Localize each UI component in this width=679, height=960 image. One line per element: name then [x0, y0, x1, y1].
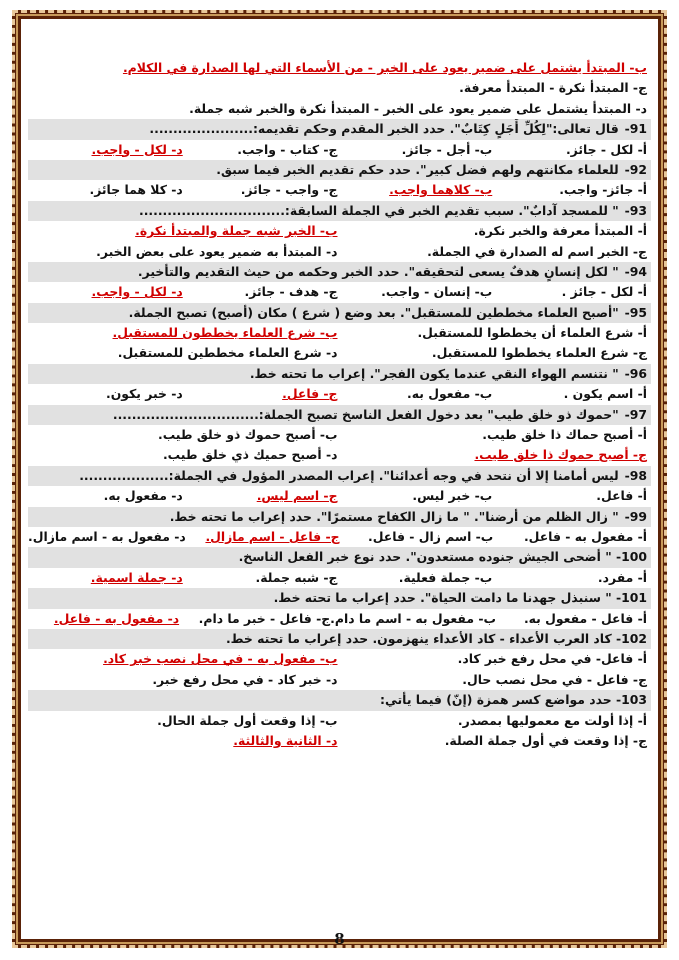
- answer-option: د- خبر يكون.: [106, 386, 183, 402]
- answer-option-line: [28, 58, 651, 78]
- question-row: [28, 405, 651, 425]
- answer-option: ب- إذا وقعت أول جملة الحال.: [157, 712, 338, 728]
- answer-option: د- لكل - واجب.: [91, 284, 183, 300]
- options-row: [28, 282, 651, 302]
- answer-option: ج- فاعل - في محل نصب حال.: [462, 671, 647, 687]
- answer-option: ب- شرع العلماء يخططون للمستقبل.: [112, 325, 338, 341]
- answer-option: ب- مفعول به.: [407, 386, 493, 402]
- question-number: 97-: [624, 406, 647, 422]
- answer-option: د- الثانية والثالثة.: [233, 732, 338, 748]
- question-text: ليس أمامنا إلا أن نتحد في وجه أعدائنا". إعراب المصدر المؤول في الجملة:...................: [79, 467, 623, 483]
- answer-option: ب- مفعول به - في محل نصب خبر كاد.: [103, 651, 338, 667]
- question-row: [28, 262, 651, 282]
- question-number: 94-: [624, 263, 647, 279]
- answer-option-line: [28, 78, 651, 98]
- answer-option: ج- هدف - جائز.: [244, 284, 338, 300]
- answer-option: د- خبر كاد - في محل رفع خبر.: [152, 671, 338, 687]
- answer-option: أ- لكل - جائز .: [561, 284, 647, 300]
- options-row: [28, 649, 651, 669]
- question-text: للعلماء مكانتهم ولهم فضل كبير". حدد حكم تقديم الخبر فيما سبق.: [216, 161, 623, 177]
- options-row: [28, 323, 651, 343]
- question-text: " زال الظلم من أرضنا". " ما زال الكفاح مستمرًا". حدد إعراب ما تحته خط.: [169, 508, 623, 524]
- options-row: [28, 731, 651, 751]
- answer-option: ج- اسم ليس.: [256, 488, 338, 504]
- question-number: 92-: [624, 161, 647, 177]
- question-row: [28, 466, 651, 486]
- options-row: [28, 343, 651, 363]
- answer-option: د- شرع العلماء مخططين للمستقبل.: [117, 345, 338, 361]
- answer-option: ج- شبه جملة.: [255, 569, 338, 585]
- answer-option: د- جملة اسمية.: [90, 569, 183, 585]
- question-text: "أصبح العلماء مخططين للمستقبل". بعد وضع ( شرع ) مكان (أصبح) تصبح الجملة.: [128, 304, 623, 320]
- options-row: [28, 425, 651, 445]
- worksheet-content: [28, 58, 651, 751]
- answer-option: د- المبتدأ يشتمل على ضمير يعود على الخبر - المبتدأ نكرة والخبر شبه جملة.: [189, 100, 647, 116]
- answer-option: ب- جملة فعلية.: [398, 569, 493, 585]
- question-row: [28, 119, 651, 139]
- answer-option: ج- فاعل - اسم مازال.: [205, 528, 340, 544]
- options-row: [28, 609, 651, 629]
- answer-option: د- مفعول به - فاعل.: [53, 610, 180, 626]
- answer-option: د- لكل - واجب.: [91, 141, 183, 157]
- question-number: 91-: [624, 121, 647, 137]
- question-number: 96-: [624, 365, 647, 381]
- answer-option: أ- مفرد.: [597, 569, 647, 585]
- answer-option: أ- المبتدأ معرفة والخبر نكرة.: [473, 223, 647, 239]
- question-row: [28, 588, 651, 608]
- question-row: [28, 547, 651, 567]
- options-row: [28, 384, 651, 404]
- question-row: [28, 507, 651, 527]
- answer-option: أ- فاعل - مفعول به.: [523, 610, 647, 626]
- answer-option: أ- شرع العلماء أن يخططوا للمستقبل.: [417, 325, 647, 341]
- answer-option: ج- إذا وقعت في أول جملة الصلة.: [444, 732, 647, 748]
- answer-option: د- كلا هما جائز.: [89, 182, 183, 198]
- page-number: 8: [334, 930, 345, 948]
- answer-option: ب- أصبح حموك ذو خلق طيب.: [157, 427, 338, 443]
- answer-option: أ- فاعل- في محل رفع خبر كاد.: [457, 651, 647, 667]
- question-number: 101-: [615, 590, 647, 606]
- answer-option: أ- فاعل.: [596, 488, 647, 504]
- options-row: [28, 140, 651, 160]
- answer-option: ب- مفعول به - اسم ما دام.: [330, 610, 496, 626]
- answer-option: أ- مفعول به - فاعل.: [523, 528, 647, 544]
- answer-option-line: [28, 99, 651, 119]
- answer-option: ج- شرع العلماء يخططوا للمستقبل.: [431, 345, 647, 361]
- question-number: 95-: [624, 304, 647, 320]
- options-row: [28, 568, 651, 588]
- question-text: " سنبذل جهدنا ما دامت الحياة". حدد إعراب ما تحته خط.: [273, 590, 616, 606]
- answer-option: ج- فاعل.: [282, 386, 338, 402]
- answer-option: ب- كلاهما واجب.: [389, 182, 493, 198]
- answer-option: د- مفعول به.: [103, 488, 183, 504]
- answer-option: أ- جائز- واجب.: [559, 182, 647, 198]
- answer-option: ج- المبتدأ نكرة - المبتدأ معرفة.: [459, 80, 647, 96]
- question-row: [28, 629, 651, 649]
- question-text: حدد مواضع كسر همزة (إنّ) فيما يأتي:: [380, 692, 616, 708]
- answer-option: د- المبتدأ به ضمير يعود على بعض الخبر.: [96, 243, 338, 259]
- answer-option: ج- واجب - جائز.: [240, 182, 338, 198]
- question-row: [28, 201, 651, 221]
- answer-option: أ- أصبح حماك ذا خلق طيب.: [482, 427, 647, 443]
- question-text: " أضحى الجيش جنوده مستعدون". حدد نوع خبر الفعل الناسخ.: [238, 549, 616, 565]
- answer-option: أ- إذا أولت مع معموليها بمصدر.: [457, 712, 647, 728]
- options-row: [28, 242, 651, 262]
- answer-option: ج- فاعل - خبر ما دام.: [198, 610, 331, 626]
- question-row: [28, 364, 651, 384]
- answer-option: د- مفعول به - اسم مازال.: [28, 528, 186, 544]
- answer-option: ب- أجل - جائز.: [401, 141, 493, 157]
- answer-option: أ- لكل - جائز.: [565, 141, 647, 157]
- options-row: [28, 670, 651, 690]
- options-row: [28, 486, 651, 506]
- question-number: 102-: [615, 630, 647, 646]
- question-text: كاد العرب الأعداء - كاد الأعداء ينهزمون. حدد إعراب ما تحته خط.: [225, 630, 616, 646]
- answer-option: ب- الخبر شبه جملة والمبتدأ نكرة.: [135, 223, 338, 239]
- answer-option: ج- كتاب - واجب.: [237, 141, 338, 157]
- options-row: [28, 711, 651, 731]
- question-number: 103-: [615, 692, 647, 708]
- question-text: " لكل إنسانٍ هدفٌ يسعى لتحقيقه". حدد الخبر وحكمه من حيث التقديم والتأخير.: [137, 263, 623, 279]
- question-row: [28, 160, 651, 180]
- question-text: قال تعالى:"لِكُلِّ أَجَلٍ كِتَابٌ". حدد الخبر المقدم وحكم تقديمه:......................: [149, 121, 623, 137]
- question-text: " نتنسم الهواء النقي عندما يكون الفجر". إعراب ما تحته خط.: [249, 365, 623, 381]
- question-row: [28, 303, 651, 323]
- answer-option: د- أصبح حميك ذي خلق طيب.: [162, 447, 338, 463]
- question-row: [28, 690, 651, 710]
- answer-option: ب- المبتدأ يشتمل على ضمير يعود على الخبر - من الأسماء التي لها الصدارة في الكلام.: [122, 60, 647, 75]
- question-number: 93-: [624, 202, 647, 218]
- answer-option: ب- اسم زال - فاعل.: [367, 528, 494, 544]
- answer-option: أ- اسم يكون .: [563, 386, 647, 402]
- question-text: " للمسجد آدابٌ". سبب تقديم الخبر في الجملة السابقة:...............................: [139, 202, 623, 218]
- question-text: "حموك ذو خلق طيب" بعد دخول الفعل الناسخ تصبح الجملة:...............................: [112, 406, 623, 422]
- answer-option: ج- الخبر اسم له الصدارة في الجملة.: [427, 243, 647, 259]
- answer-option: ب- خبر ليس.: [412, 488, 493, 504]
- options-row: [28, 180, 651, 200]
- options-row: [28, 221, 651, 241]
- answer-option: ب- إنسان - واجب.: [381, 284, 493, 300]
- options-row: [28, 445, 651, 465]
- question-number: 99-: [624, 508, 647, 524]
- question-number: 98-: [624, 467, 647, 483]
- answer-option: ج- أصبح حموك ذا خلق طيب.: [474, 447, 647, 463]
- question-number: 100-: [615, 549, 647, 565]
- options-row: [28, 527, 651, 547]
